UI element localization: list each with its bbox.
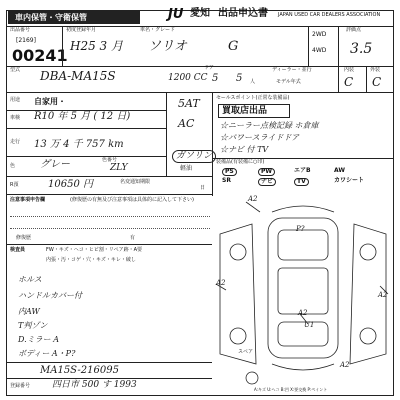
damage-a2-mid: A2 xyxy=(298,309,308,317)
sales-line-3: ☆ナビ 付 TV xyxy=(220,145,269,154)
inspection-list-1: ホルス xyxy=(18,275,42,284)
damage-a2-left: A2 xyxy=(216,279,226,287)
equip-aw: AW xyxy=(334,167,345,174)
form-title: 出品申込書 xyxy=(218,8,268,19)
door-value: 5 xyxy=(212,73,219,84)
notes-instruction: (修復歴の有無及び注意事項は具体的に記入して下さい) xyxy=(70,197,194,203)
seat-value: 5 xyxy=(236,73,243,84)
exterior-value: C xyxy=(372,75,382,89)
drive-2wd: 2WD xyxy=(312,31,327,38)
km-value: 13 万 4 千 757 km xyxy=(34,139,124,150)
chassis-value: MA15S-216095 xyxy=(40,365,119,376)
damage-u1: U1 xyxy=(304,321,315,329)
sales-line-2: ☆パワースライドドア xyxy=(220,133,300,142)
ac-value: AC xyxy=(178,117,195,130)
model-value: DBA-MA15S xyxy=(40,69,116,83)
transfer-label: 名変通知期限 xyxy=(120,179,151,185)
recycle-value: 10650 円 xyxy=(48,179,93,190)
reg-value: 四日市 500 す 1993 xyxy=(52,380,137,390)
inspection-list-6: ボディー A・P? xyxy=(18,349,76,358)
color-label: 色 xyxy=(10,163,16,169)
km-label: 走行 xyxy=(10,139,21,145)
lot-label: 出品番号 xyxy=(10,27,31,33)
lot-small-number: [2169] xyxy=(16,37,36,44)
sales-title: セールスポイント(正常な装備品) xyxy=(216,95,290,101)
storage-label: 車内保管・守衛保管 xyxy=(8,10,140,24)
damage-a2-right: A2 xyxy=(378,291,388,299)
lot-number: 00241 xyxy=(12,46,68,65)
trans-value: 5AT xyxy=(178,97,200,110)
inspection-items-2: 内張・汚・コゲ・穴・キズ・キレ・破し xyxy=(46,257,136,263)
year-label: 初度登録年月 xyxy=(66,27,97,33)
interior-value: C xyxy=(344,75,354,89)
equip-ab: エアB xyxy=(294,167,311,174)
dealer-label: ディーラー・並行 xyxy=(272,67,312,73)
damage-a2-rear: A2 xyxy=(340,361,350,369)
car-damage-diagram xyxy=(212,194,394,394)
color-value: グレー xyxy=(40,159,70,170)
inspection-title: 検査員 xyxy=(10,247,26,253)
usage-label: 用途 xyxy=(10,97,21,103)
shaken-value: R10 年 5 月 ( 12 日) xyxy=(34,111,131,122)
door-label: ドア xyxy=(204,65,214,71)
repair-label: 修復歴 xyxy=(16,235,32,241)
equip-card: カワシート xyxy=(334,177,365,184)
equip-tv: TV xyxy=(294,178,309,186)
recycle-label: R預 xyxy=(10,182,19,188)
seat-label: 人 xyxy=(250,79,256,85)
equip-ps: PS xyxy=(222,168,237,176)
repair-value: 有 xyxy=(130,235,136,241)
transfer-value: 日 xyxy=(200,185,206,191)
car-name-label: 車名・グレード xyxy=(140,27,176,33)
fuel-value: ガソリン xyxy=(172,150,216,163)
damage-a2-top: A2 xyxy=(248,195,258,203)
buyer-box: 買取店出品 xyxy=(218,104,290,118)
org-english: JAPAN USED CAR DEALERS ASSOCIATION xyxy=(278,12,381,18)
equip-title: 装備品(有装備に○印) xyxy=(216,159,265,165)
inspection-items: FW・キズ・ヘコ・ヒビ割・リペア跡・A要 xyxy=(46,247,143,253)
sales-line-1: ☆ニーラー点検記録 ホ倉庫 xyxy=(220,121,319,130)
inspection-list-4: T判ゾン xyxy=(18,321,48,330)
car-name-value: ソリオ xyxy=(148,39,187,54)
org-name: 愛知 xyxy=(190,8,210,19)
inspection-list-2: ハンドルカバー付 xyxy=(18,291,82,300)
spare-label: スペア xyxy=(238,349,254,355)
inspection-list-5: D.ミラー A xyxy=(18,335,59,344)
model-year-label: モデル年式 xyxy=(276,79,301,85)
year-value: H25 3 月 xyxy=(70,39,123,53)
equip-pw: PW xyxy=(258,168,275,176)
cc-value: 1200 CC xyxy=(168,73,208,83)
interior-label: 内装 xyxy=(344,67,355,73)
ju-logo: JU xyxy=(168,7,184,22)
diagram-legend: A:キズ U:ヘコ B:凹 X:要交換 P:ペイント xyxy=(254,387,328,392)
color-no-label: 色番号 xyxy=(102,157,118,163)
grade-value: G xyxy=(228,39,239,54)
reg-label: 登録番号 xyxy=(10,383,31,389)
inspection-list-3: 内AW xyxy=(18,307,40,316)
equip-nav: ナビ xyxy=(258,178,276,186)
score-value: 3.5 xyxy=(350,41,373,57)
shaken-label: 車検 xyxy=(10,115,21,121)
damage-p-top: P? xyxy=(296,225,305,233)
notes-title: 注意事項申告欄 xyxy=(10,197,46,203)
exterior-label: 外装 xyxy=(370,67,381,73)
color-no-value: ZLY xyxy=(110,163,128,173)
drive-4wd: 4WD xyxy=(312,47,327,54)
score-label: 評価点 xyxy=(346,27,362,33)
usage-value: 自家用・ xyxy=(34,97,66,106)
model-label: 型式 xyxy=(10,67,21,73)
fuel-light-label: 軽油 xyxy=(180,165,193,172)
equip-sr: SR xyxy=(222,177,231,184)
